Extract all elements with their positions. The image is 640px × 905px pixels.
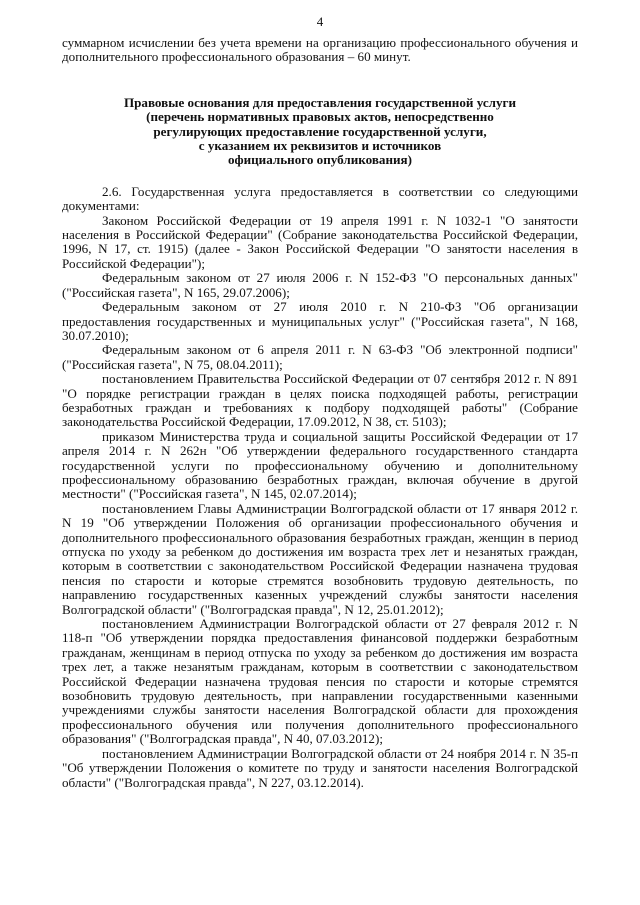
document-item: приказом Министерства труда и социальной защиты Российской Федерации от 17 апреля 2014 г. N 262н "Об утверждении федерального государственного стандарта государственной услуги по профессиональному обучению и дополнительному профессиональному образованию безработных граждан, включая обучение в другой местности" ("Российская газета", N 145, 02.07.2014);	[62, 428, 578, 502]
heading-line: регулирующих предоставление государственной услуги,	[153, 123, 487, 139]
section-intro-paragraph: 2.6. Государственная услуга предоставляется в соответствии со следующими документами:	[62, 183, 578, 214]
document-item: Законом Российской Федерации от 19 апреля 1991 г. N 1032-1 "О занятости населения в Российской Федерации" (Собрание законодательства Российской Федерации, 1996, N 17, ст. 1915) (далее - Закон Российской Федерации "О занятости населения в Российской Федерации");	[62, 212, 578, 271]
intro-paragraph: суммарном исчислении без учета времени на организацию профессионального обучения и дополнительного профессионального образования – 60 минут.	[62, 35, 578, 65]
document-item: Федеральным законом от 6 апреля 2011 г. N 63-ФЗ "Об электронной подписи" ("Российская газета", N 75, 08.04.2011);	[62, 342, 578, 372]
document-item: постановлением Администрации Волгоградской области от 24 ноября 2014 г. N 35-п "Об утверждении Положения о комитете по труду и занятости населения Волгоградской области" ("Волгоградская правда", N 227, 03.12.2014).	[62, 745, 578, 790]
section-heading	[62, 96, 578, 168]
heading-line: (перечень нормативных правовых актов, непосредственно	[146, 109, 494, 125]
document-item: Федеральным законом от 27 июля 2006 г. N 152-ФЗ "О персональных данных" ("Российская газета", N 165, 29.07.2006);	[62, 270, 578, 300]
heading-line: с указанием их реквизитов и источников	[198, 138, 442, 154]
document-item: постановлением Главы Администрации Волгоградской области от 17 января 2012 г. N 19 "Об утверждении Положения об организации профессионального обучения и дополнительного профессионального образования безработных граждан, женщин в период отпуска по уходу за ребенком до достижения им возраста трех лет и незанятых граждан, которым в соответствии с законодательством Российской Федерации назначена трудовая пенсия по старости и которые стремятся возобновить трудовую деятельность, по направлению государственных казенных учреждений службы занятости населения Волгоградской области" ("Волгоградская правда", N 12, 25.01.2012);	[62, 500, 578, 617]
page-number: 4	[316, 14, 324, 29]
document-item: постановлением Администрации Волгоградской области от 27 февраля 2012 г. N 118-п "Об утверждении порядка предоставления финансовой поддержки безработным гражданам, женщинам в период отпуска по уходу за ребенком до достижения им возраста трех лет, а также незанятым гражданам, которым в соответствии с законодательством Российской Федерации назначена трудовая пенсия по старости и которые стремятся возобновить трудовую деятельность, при направлении государственными казенными учреждениями службы занятости населения Волгоградской области для прохождения профессионального обучения или получения дополнительного профессионального образования" ("Волгоградская правда", N 40, 07.03.2012);	[62, 616, 578, 747]
heading-line: Правовые основания для предоставления государственной услуги	[123, 94, 517, 110]
document-item: Федеральным законом от 27 июля 2010 г. N 210-ФЗ "Об организации предоставления государственных и муниципальных услуг" ("Российская газета", N 168, 30.07.2010);	[62, 299, 578, 343]
document-item: постановлением Правительства Российской Федерации от 07 сентября 2012 г. N 891 "О порядке регистрации граждан в целях поиска подходящей работы, регистрации безработных граждан и требованиях к подбору подходящей работы" (Собрание законодательства Российской Федерации, 17.09.2012, N 38, ст. 5103);	[62, 371, 578, 430]
page-content	[62, 36, 578, 790]
heading-line: официального опубликования)	[227, 152, 413, 168]
